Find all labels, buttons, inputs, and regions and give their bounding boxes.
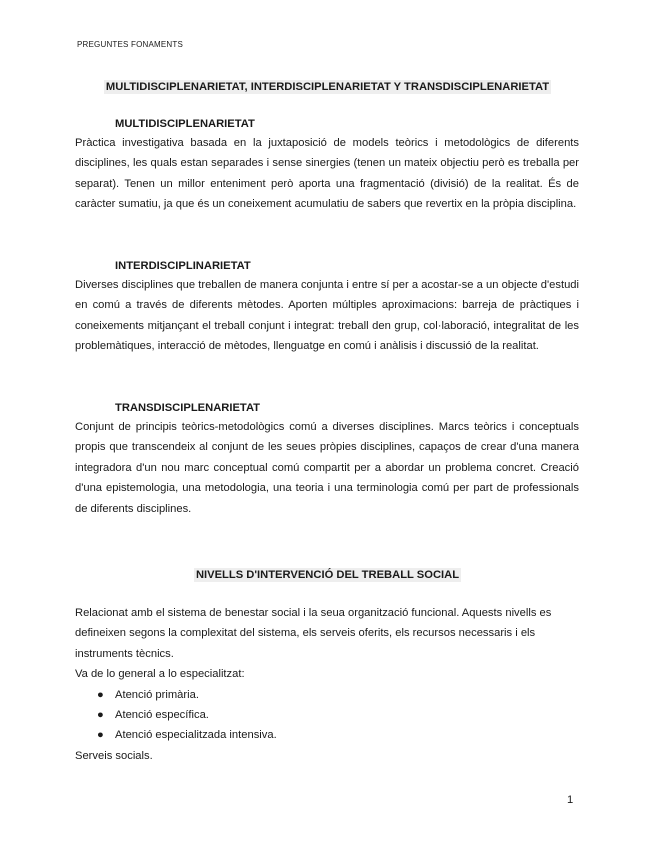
section-multidisciplinarity: [75, 116, 579, 215]
bullet-icon: ●: [97, 709, 104, 722]
main-title: [0, 77, 655, 95]
list-item-text: Atenció específica.: [115, 709, 209, 722]
section-body: Diverses disciplines que treballen de manera conjunta i entre sí per a acostar-se a un objecte d'estudi en comú a través de diferents mètodes. Aporten múltiples aproximacions: barreja de pràctiques i coneixements mitjançant el treball conjunt i integrat: treball den grup, col·laboració, integralitat de les problemàtiques, interacció de mètodes, llenguatge en comú i anàlisis i discussió de la realitat.: [75, 279, 579, 353]
list-item-text: Atenció especialitzada intensiva.: [115, 729, 277, 742]
levels-lead: Va de lo general a lo especialitzat:: [75, 668, 245, 681]
levels-title-text: NIVELLS D'INTERVENCIÓ DEL TREBALL SOCIAL: [195, 569, 460, 581]
running-header: PREGUNTES FONAMENTS: [77, 40, 184, 49]
bullet-icon: ●: [97, 729, 104, 742]
page-number: 1: [567, 794, 574, 806]
section-body: Pràctica investigativa basada en la juxtaposició de models teòrics i metodològics de diferents disciplines, les quals estan separades i sense sinergies (tenen un mateix objectiu però es treballa per separat). Tenen un millor enteniment però aporta una fragmentació (divisió) de la realitat. És de caràcter sumatiu, ja que és un coneixement acumulatiu de sabers que revertix en la pròpia disciplina.: [75, 137, 579, 211]
list-item: [75, 705, 579, 725]
section-heading: INTERDISCIPLINARIETAT: [115, 260, 251, 272]
levels-title: [0, 565, 655, 583]
levels-content: [75, 603, 579, 766]
section-heading: MULTIDISCIPLENARIETAT: [115, 118, 255, 130]
section-body: Conjunt de principis teòrics-metodològics comú a diverses disciplines. Marcs teòrics i conceptuals propis que transcendeix al conjunt de les seues pròpies disciplines, capaços de crear d'una manera integradora d'un nou marc conceptual comú compartit per a abordar un problema concret. Creació d'una epistemologia, una metodologia, una teoria i una terminologia comú per part de professionals de diferents disciplines.: [75, 421, 579, 515]
levels-list: [75, 685, 579, 746]
levels-intro: Relacionat amb el sistema de benestar social i la seua organització funcional. Aquests nivells es defineixen segons la complexitat del sistema, els serveis oferits, els recursos necessaris i els instruments tècnics.: [75, 607, 552, 660]
list-item: [75, 685, 579, 705]
section-heading: TRANSDISCIPLENARIETAT: [115, 402, 261, 414]
main-title-text: MULTIDISCIPLENARIETAT, INTERDISCIPLENARIETAT Y TRANSDISCIPLENARIETAT: [105, 81, 550, 93]
section-transdisciplinarity: [75, 400, 579, 519]
section-interdisciplinarity: [75, 258, 579, 357]
list-item: [75, 725, 579, 745]
bullet-icon: ●: [97, 688, 104, 701]
levels-outro: Serveis socials.: [75, 749, 153, 762]
list-item-text: Atenció primària.: [115, 688, 199, 701]
